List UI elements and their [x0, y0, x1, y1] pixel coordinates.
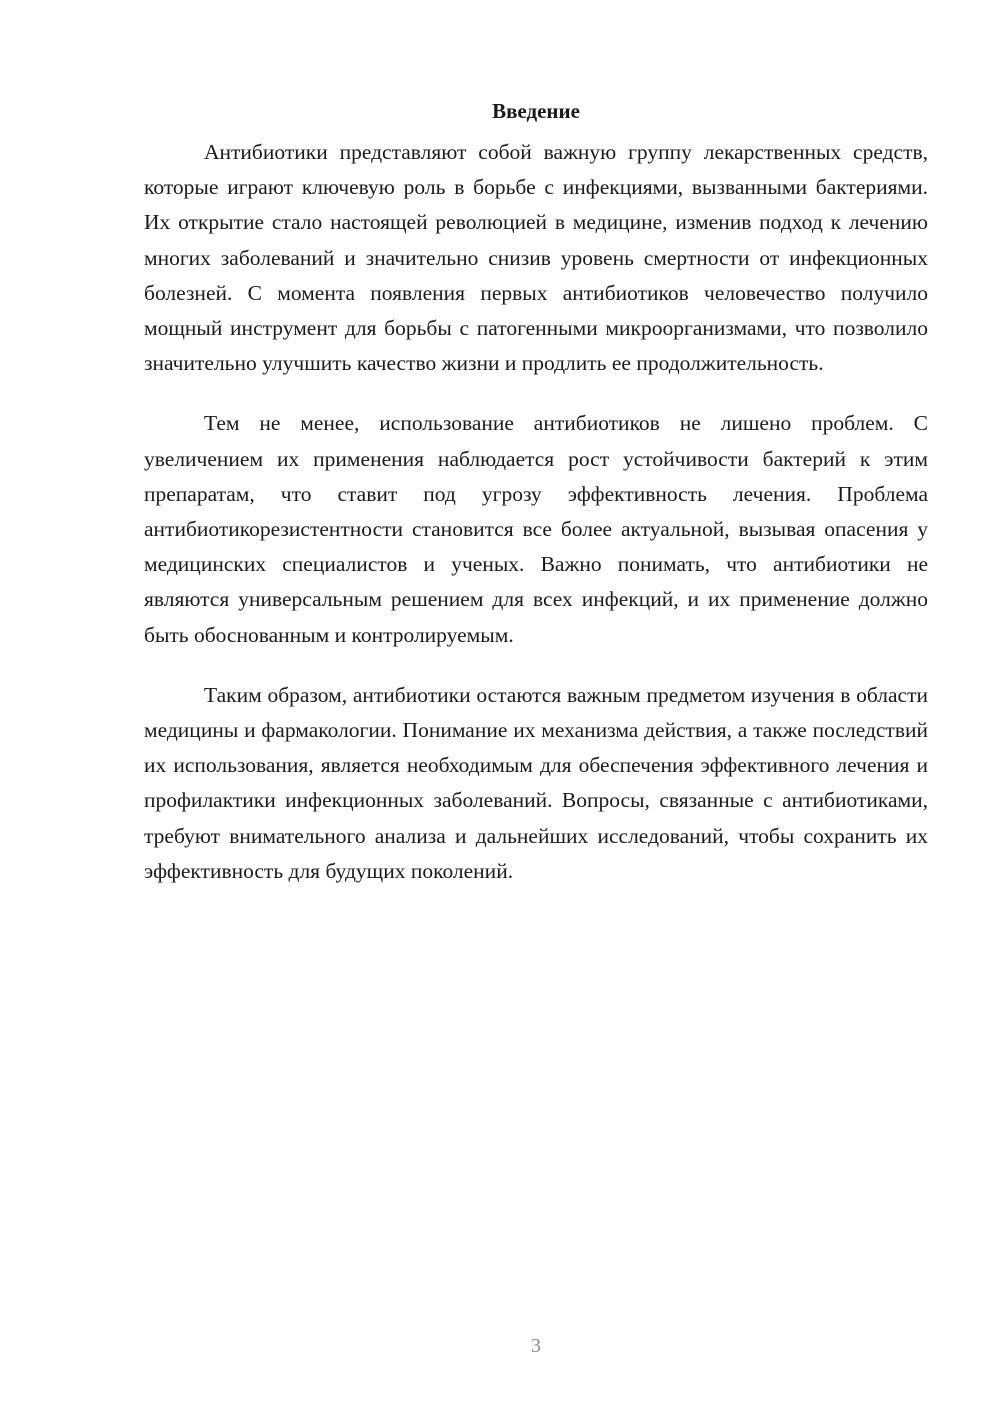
paragraph-problems: Тем не менее, использование антибиотиков не лишено проблем. С увеличением их применения наблюдается рост устойчивости бактерий к этим препаратам, что ставит под угрозу эффективность лечения. Проблема антибиотикорезистентности становится все более актуальной, вызывая опасения у медицинских специалистов и ученых. Важно понимать, что антибиотики не являются универсальным решением для всех инфекций, и их применение должно быть обоснованным и контролируемым. [144, 411, 928, 647]
paragraph-conclusion: Таким образом, антибиотики остаются важным предметом изучения в области медицины и фармакологии. Понимание их механизма действия, а также последствий их использования, является необходимым для обеспечения эффективного лечения и профилактики инфекционных заболеваний. Вопросы, связанные с антибиотиками, требуют внимательного анализа и дальнейших исследований, чтобы сохранить их эффективность для будущих поколений. [144, 682, 928, 883]
page-number: 3 [531, 1335, 541, 1357]
section-heading: Введение [492, 99, 580, 123]
page-content [144, 94, 928, 889]
paragraph-intro: Антибиотики представляют собой важную группу лекарственных средств, которые играют ключевую роль в борьбе с инфекциями, вызванными бактериями. Их открытие стало настоящей революцией в медицине, изменив подход к лечению многих заболеваний и значительно снизив уровень смертности от инфекционных болезней. С момента появления первых антибиотиков человечество получило мощный инструмент для борьбы с патогенными микроорганизмами, что позволило значительно улучшить качество жизни и продлить ее продолжительность. [144, 140, 928, 376]
